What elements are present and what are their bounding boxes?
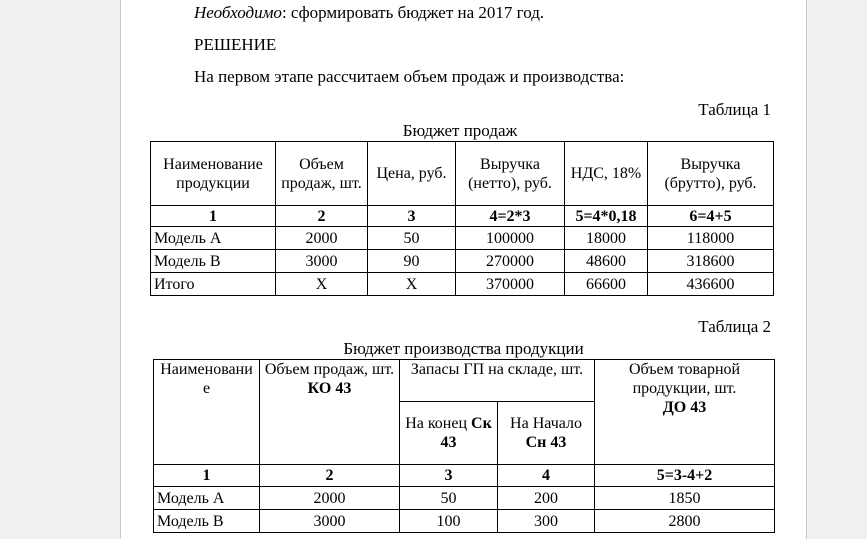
table1-index-cell: 5=4*0,18 (565, 206, 648, 227)
table1-cell: Модель В (151, 250, 276, 273)
table2-header-output (595, 360, 775, 465)
table1-caption: Бюджет продаж (402, 121, 518, 140)
table1-cell: 118000 (648, 227, 774, 250)
table2-index-row (154, 465, 775, 487)
table2-cell: 300 (498, 510, 595, 533)
table1-index-cell: 2 (276, 206, 368, 227)
table1-cell: Итого (151, 273, 276, 296)
table1-cell: 370000 (456, 273, 565, 296)
table1-header-cell: НДС, 18% (565, 142, 648, 206)
production-budget-table (153, 359, 775, 533)
table1-header-cell: Выручка (брутто), руб. (648, 142, 774, 206)
table2-index-cell: 1 (154, 465, 260, 487)
task-text: : сформировать бюджет на 2017 год. (281, 3, 545, 22)
table2-header-stock-end (400, 402, 498, 465)
table2-header-sales (260, 360, 400, 465)
table1-number: Таблица 1 (698, 100, 771, 119)
table-row (151, 227, 774, 250)
sales-budget-table (150, 141, 774, 296)
table2-stock-end-label: На конец (405, 415, 472, 432)
table1-cell: 66600 (565, 273, 648, 296)
solution-heading: РЕШЕНИЕ (194, 35, 277, 54)
table2-caption: Бюджет производства продукции (343, 339, 584, 358)
table1-cell: 3000 (276, 250, 368, 273)
table2-cell: 1850 (595, 487, 775, 510)
table2-cell: Модель В (154, 510, 260, 533)
table1-cell: 50 (368, 227, 456, 250)
table1-cell: 48600 (565, 250, 648, 273)
table2-cell: 200 (498, 487, 595, 510)
table2-number: Таблица 2 (698, 317, 771, 336)
table2-header-name: Наименование (154, 360, 260, 465)
table-row (154, 510, 775, 533)
table2-stock-begin-label: На Начало (510, 415, 582, 432)
table1-header-cell: Объем продаж, шт. (276, 142, 368, 206)
table2-header-stock-begin (498, 402, 595, 465)
table2-index-cell: 2 (260, 465, 400, 487)
table2-stock-end-code: Ск 43 (440, 415, 492, 451)
table1-header-cell: Выручка (нетто), руб. (456, 142, 565, 206)
page-margin-right (806, 0, 867, 539)
document-page (121, 0, 806, 539)
table2-output-account: ДО 43 (662, 399, 707, 416)
table1-header-cell: Наименование продукции (151, 142, 276, 206)
table2-index-cell: 4 (498, 465, 595, 487)
table1-index-cell: 1 (151, 206, 276, 227)
table1-cell: 270000 (456, 250, 565, 273)
table1-index-cell: 4=2*3 (456, 206, 565, 227)
table2-cell: 3000 (260, 510, 400, 533)
table1-index-cell: 6=4+5 (648, 206, 774, 227)
table2-index-cell: 5=3-4+2 (595, 465, 775, 487)
table1-index-row (151, 206, 774, 227)
table1-header-row (151, 142, 774, 206)
table1-cell: 90 (368, 250, 456, 273)
table2-cell: 50 (400, 487, 498, 510)
table-row (151, 273, 774, 296)
table2-cell: 2800 (595, 510, 775, 533)
table1-cell: Модель А (151, 227, 276, 250)
table1-cell: Х (368, 273, 456, 296)
table2-header-row (154, 360, 775, 402)
table2-sales-label: Объем продаж, шт. (264, 361, 395, 378)
table1-cell: 2000 (276, 227, 368, 250)
table2-index-cell: 3 (400, 465, 498, 487)
table2-cell: 100 (400, 510, 498, 533)
table-row (151, 250, 774, 273)
table1-cell: 18000 (565, 227, 648, 250)
table-row (154, 487, 775, 510)
table1-cell: Х (276, 273, 368, 296)
table2-cell: Модель А (154, 487, 260, 510)
table2-header-stock: Запасы ГП на складе, шт. (400, 360, 595, 402)
page-margin-left (0, 0, 121, 539)
table1-cell: 436600 (648, 273, 774, 296)
table1-cell: 318600 (648, 250, 774, 273)
table1-cell: 100000 (456, 227, 565, 250)
table2-cell: 2000 (260, 487, 400, 510)
table1-index-cell: 3 (368, 206, 456, 227)
table2-stock-begin-code: Сн 43 (525, 434, 567, 451)
table2-output-label: Объем товарной продукции, шт. (628, 361, 741, 397)
task-label: Необходимо (194, 3, 282, 22)
table1-header-cell: Цена, руб. (368, 142, 456, 206)
step-text: На первом этапе рассчитаем объем продаж и производства: (194, 67, 625, 86)
table2-sales-account: КО 43 (307, 380, 352, 397)
task-statement (194, 3, 544, 23)
